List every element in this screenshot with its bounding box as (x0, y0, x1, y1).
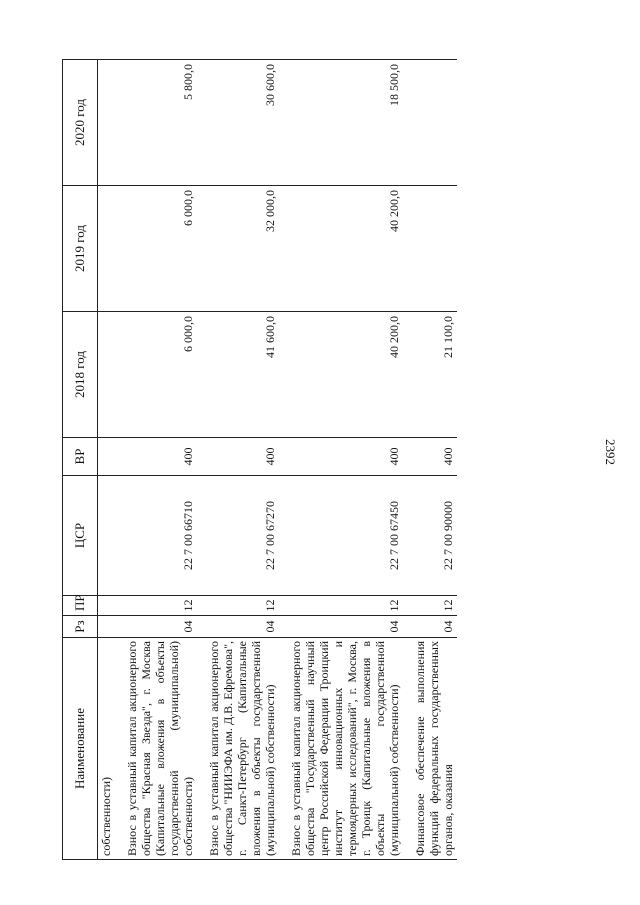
row-csr: 22 7 00 66710 (115, 476, 197, 596)
header-2018: 2018 год (63, 312, 98, 438)
row-rz: 04 (279, 616, 403, 638)
row-name: Взнос в уставный капитал акционерного общества "Красная Звезда", г. Москва (Капитальные вложения в объекты государственной (муниципальной) собственности) (115, 638, 197, 860)
row-2020 (403, 60, 457, 186)
header-name: Наименование (63, 638, 98, 860)
row-vr: 400 (197, 438, 279, 476)
row-2018: 40 200,0 (279, 312, 403, 438)
row-pr: 12 (115, 596, 197, 616)
continuation-text: собственности) (98, 638, 116, 860)
page-number: 2392 (603, 439, 618, 465)
row-pr: 12 (197, 596, 279, 616)
row-pr: 12 (279, 596, 403, 616)
row-vr: 400 (279, 438, 403, 476)
row-2020: 5 800,0 (115, 60, 197, 186)
row-2019 (403, 186, 457, 312)
table-row (115, 60, 197, 860)
header-pr: ПР (63, 596, 98, 616)
row-2018: 41 600,0 (197, 312, 279, 438)
row-csr: 22 7 00 67270 (197, 476, 279, 596)
table-row (403, 60, 457, 860)
row-2020: 30 600,0 (197, 60, 279, 186)
continuation-row (98, 60, 116, 860)
row-name: Взнос в уставный капитал акционерного общества "Государственный научный центр Российской Федерации Троицкий институт инновационных и термоядерных исследований", г. Москва, г. Троицк (Капитальные вложения в объекты государственной (муниципальной) собственности) (279, 638, 403, 860)
row-vr: 400 (115, 438, 197, 476)
header-2020: 2020 год (63, 60, 98, 186)
header-rz: Рз (63, 616, 98, 638)
budget-table (62, 59, 457, 860)
header-vr: ВР (63, 438, 98, 476)
row-2018: 21 100,0 (403, 312, 457, 438)
header-2019: 2019 год (63, 186, 98, 312)
rotated-page (62, 60, 592, 860)
row-2019: 32 000,0 (197, 186, 279, 312)
row-2020: 18 500,0 (279, 60, 403, 186)
row-name: Взнос в уставный капитал акционерного общества "НИИЭФА им. Д.В. Ефремова", г. Санкт-Петербург (Капитальные вложения в объекты государственной (муниципальной) собственности) (197, 638, 279, 860)
table-row (197, 60, 279, 860)
row-rz: 04 (115, 616, 197, 638)
table-header (63, 60, 98, 860)
row-2019: 40 200,0 (279, 186, 403, 312)
row-pr: 12 (403, 596, 457, 616)
row-csr: 22 7 00 67450 (279, 476, 403, 596)
row-csr: 22 7 00 90000 (403, 476, 457, 596)
table-row (279, 60, 403, 860)
row-rz: 04 (403, 616, 457, 638)
row-2019: 6 000,0 (115, 186, 197, 312)
row-name: Финансовое обеспечение выполнения функций федеральных государственных органов, оказания (403, 638, 457, 860)
header-csr: ЦСР (63, 476, 98, 596)
row-rz: 04 (197, 616, 279, 638)
row-2018: 6 000,0 (115, 312, 197, 438)
row-vr: 400 (403, 438, 457, 476)
